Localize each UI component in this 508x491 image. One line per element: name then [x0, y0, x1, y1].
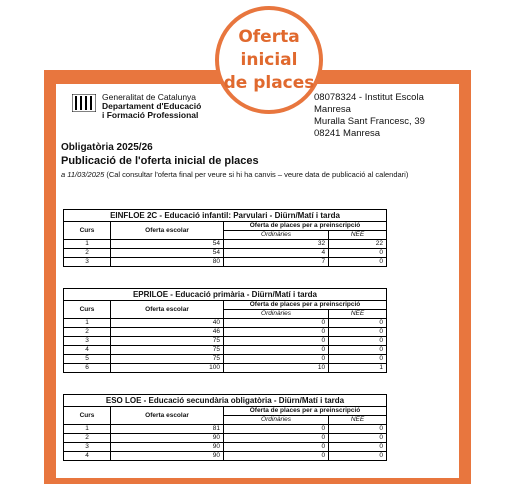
cell-nee: 0 [329, 443, 387, 452]
generalitat-logo-icon [72, 94, 96, 112]
cell-ordinaries: 0 [224, 346, 329, 355]
cell-oferta: 40 [111, 319, 224, 328]
school-code-name: 08078324 - Institut Escola Manresa [314, 92, 424, 115]
cell-oferta: 90 [111, 434, 224, 443]
badge-line-1: Oferta [238, 26, 300, 47]
table-row [64, 328, 387, 337]
col-header-nee: NEE [329, 416, 387, 425]
publication-note-text: (Cal consultar l'oferta final per veure si hi ha canvis – veure data de publicació al calendari) [104, 170, 409, 179]
badge-line-3: de places [223, 72, 315, 93]
table-row [64, 355, 387, 364]
table-title: EPRILOE - Educació primària - Diürn/Matí i tarda [64, 289, 387, 301]
cell-curs: 1 [64, 319, 111, 328]
cell-ordinaries: 0 [224, 355, 329, 364]
cell-nee: 0 [329, 249, 387, 258]
generalitat-text [102, 93, 201, 120]
cell-oferta: 46 [111, 328, 224, 337]
publication-note [61, 170, 408, 179]
col-header-preinscripcio: Oferta de places per a preinscripció [224, 407, 387, 416]
cell-curs: 3 [64, 443, 111, 452]
col-header-curs: Curs [64, 301, 111, 319]
cell-ordinaries: 7 [224, 258, 329, 267]
cell-oferta: 75 [111, 337, 224, 346]
cell-nee: 0 [329, 452, 387, 461]
cell-oferta: 80 [111, 258, 224, 267]
col-header-ordinaries: Ordinàries [224, 416, 329, 425]
offer-table-primaria [63, 288, 387, 373]
cell-nee: 0 [329, 355, 387, 364]
table-row [64, 319, 387, 328]
cell-nee: 0 [329, 258, 387, 267]
cell-ordinaries: 0 [224, 452, 329, 461]
cell-ordinaries: 0 [224, 425, 329, 434]
cell-nee: 0 [329, 337, 387, 346]
document-title: Obligatòria 2025/26 [61, 142, 153, 153]
col-header-oferta: Oferta escolar [111, 222, 224, 240]
col-header-nee: NEE [329, 231, 387, 240]
cell-oferta: 54 [111, 249, 224, 258]
cell-nee: 1 [329, 364, 387, 373]
cell-ordinaries: 0 [224, 337, 329, 346]
cell-oferta: 54 [111, 240, 224, 249]
table-title: ESO LOE - Educació secundària obligatòria - Diürn/Matí i tarda [64, 395, 387, 407]
logo-line-3: i Formació Professional [102, 110, 199, 120]
table-title: EINFLOE 2C - Educació infantil: Parvulari - Diürn/Matí i tarda [64, 210, 387, 222]
table-row [64, 452, 387, 461]
cell-curs: 1 [64, 425, 111, 434]
cell-oferta: 90 [111, 443, 224, 452]
table-row [64, 434, 387, 443]
table-row [64, 346, 387, 355]
table-row [64, 425, 387, 434]
title-badge [215, 6, 323, 114]
cell-curs: 4 [64, 452, 111, 461]
school-address [314, 92, 459, 140]
cell-oferta: 75 [111, 346, 224, 355]
col-header-preinscripcio: Oferta de places per a preinscripció [224, 301, 387, 310]
cell-oferta: 81 [111, 425, 224, 434]
col-header-curs: Curs [64, 407, 111, 425]
cell-nee: 0 [329, 434, 387, 443]
cell-nee: 0 [329, 346, 387, 355]
offer-table-infantil [63, 209, 387, 267]
cell-oferta: 90 [111, 452, 224, 461]
publication-date: a 11/03/2025 [61, 170, 105, 179]
document-page [56, 84, 459, 478]
document-subtitle: Publicació de l'oferta inicial de places [61, 155, 259, 167]
school-street: Muralla Sant Francesc, 39 [314, 116, 425, 127]
cell-ordinaries: 0 [224, 319, 329, 328]
cell-oferta: 100 [111, 364, 224, 373]
cell-ordinaries: 32 [224, 240, 329, 249]
table-row [64, 337, 387, 346]
cell-oferta: 75 [111, 355, 224, 364]
cell-ordinaries: 0 [224, 443, 329, 452]
cell-ordinaries: 0 [224, 434, 329, 443]
table-row [64, 249, 387, 258]
col-header-oferta: Oferta escolar [111, 407, 224, 425]
badge-line-2: inicial [240, 49, 298, 70]
cell-nee: 22 [329, 240, 387, 249]
cell-ordinaries: 4 [224, 249, 329, 258]
cell-curs: 3 [64, 258, 111, 267]
table-row [64, 240, 387, 249]
cell-curs: 2 [64, 434, 111, 443]
col-header-nee: NEE [329, 310, 387, 319]
cell-ordinaries: 10 [224, 364, 329, 373]
logo-line-2: Departament d'Educació [102, 101, 202, 111]
col-header-preinscripcio: Oferta de places per a preinscripció [224, 222, 387, 231]
offer-table-eso [63, 394, 387, 461]
table-row [64, 443, 387, 452]
school-city: 08241 Manresa [314, 128, 381, 139]
cell-curs: 2 [64, 328, 111, 337]
cell-curs: 2 [64, 249, 111, 258]
table-row [64, 364, 387, 373]
cell-curs: 1 [64, 240, 111, 249]
cell-nee: 0 [329, 319, 387, 328]
col-header-ordinaries: Ordinàries [224, 231, 329, 240]
logo-line-1: Generalitat de Catalunya [102, 92, 197, 102]
cell-curs: 5 [64, 355, 111, 364]
cell-nee: 0 [329, 425, 387, 434]
cell-curs: 6 [64, 364, 111, 373]
col-header-oferta: Oferta escolar [111, 301, 224, 319]
cell-curs: 4 [64, 346, 111, 355]
table-row [64, 258, 387, 267]
cell-ordinaries: 0 [224, 328, 329, 337]
cell-curs: 3 [64, 337, 111, 346]
col-header-curs: Curs [64, 222, 111, 240]
col-header-ordinaries: Ordinàries [224, 310, 329, 319]
cell-nee: 0 [329, 328, 387, 337]
